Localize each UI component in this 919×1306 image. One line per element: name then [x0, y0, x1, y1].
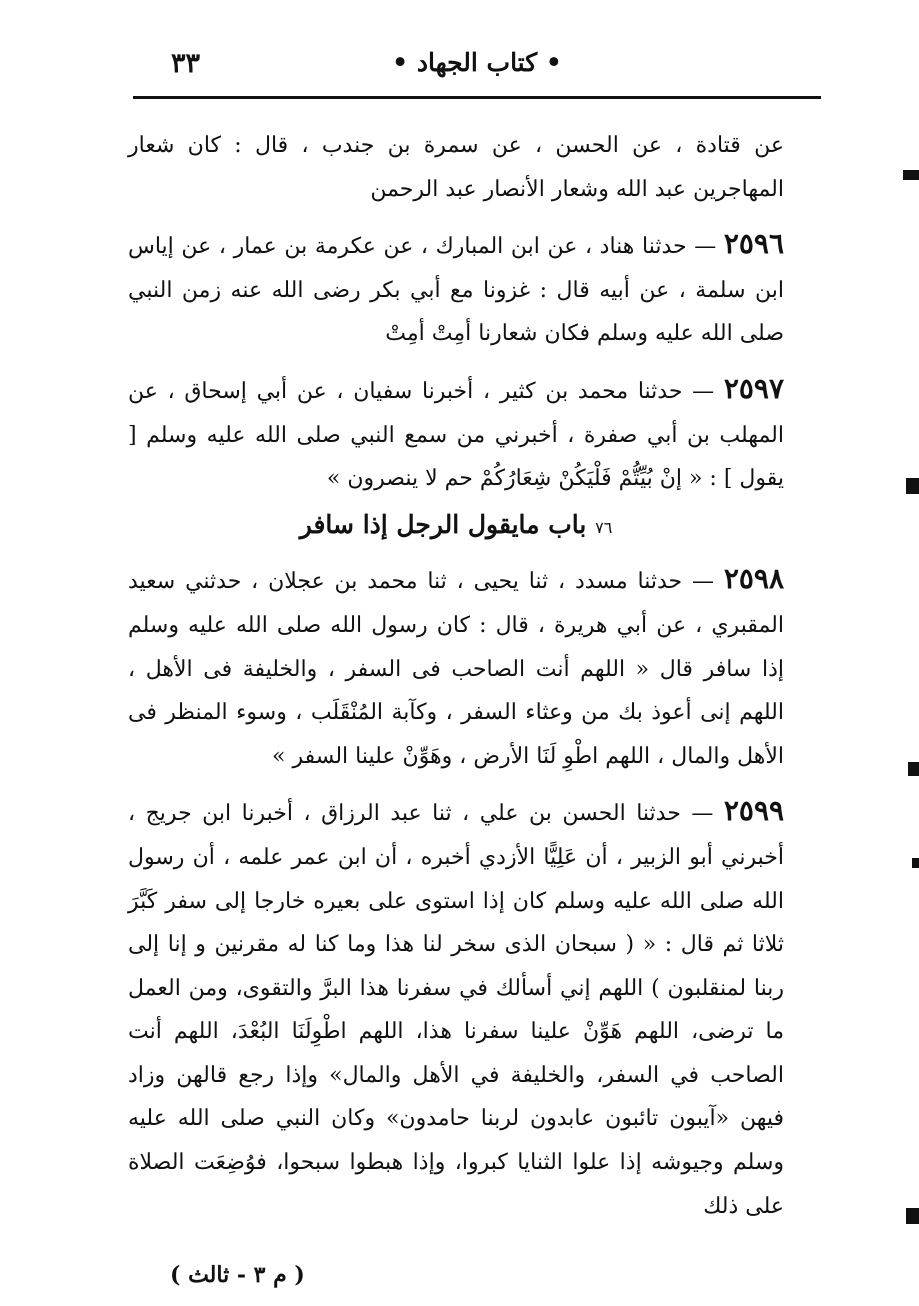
scan-edge-mark	[906, 1208, 919, 1224]
hadith-2596	[128, 222, 784, 356]
hadith-number: ٢٥٩٧	[723, 371, 784, 405]
hadith-2599	[128, 789, 784, 1228]
paragraph-continuation	[128, 124, 784, 211]
scan-edge-mark	[912, 858, 919, 868]
chapter-title: باب مايقول الرجل إذا سافر	[299, 509, 587, 539]
hadith-2598	[128, 557, 784, 778]
hadith-text: — حدثنا مسدد ، ثنا يحيى ، ثنا محمد بن عجلان ، حدثني سعيد المقبري ، عن أبي هريرة ، قال : كان رسول الله صلى الله عليه وسلم إذا سافر قال « اللهم أنت الصاحب فى السفر ، والخليفة فى الأهل ، اللهم إنى أعوذ بك من وعثاء السفر ، وكآبة المُنْقَلَب ، وسوء المنظر فى الأهل والمال ، اللهم اطْوِ لَنَا الأرض ، وهَوِّنْ علينا السفر »	[128, 569, 784, 769]
chapter-heading	[128, 503, 784, 550]
page-header	[133, 48, 821, 94]
scan-edge-mark	[908, 762, 919, 776]
hadith-text: — حدثنا محمد بن كثير ، أخبرنا سفيان ، عن أبي إسحاق ، عن المهلب بن أبي صفرة ، أخبرني من سمع النبي صلى الله عليه وسلم [ يقول ] : « إنْ بُيِّتُّمْ فَلْيَكُنْ شِعَارُكُمْ حم لا ينصرون »	[128, 378, 784, 492]
header-rule	[133, 96, 821, 99]
hadith-2597	[128, 367, 784, 501]
signature-mark: ( م ٣ - ثالث )	[170, 1262, 305, 1288]
hadith-text: — حدثنا الحسن بن علي ، ثنا عبد الرزاق ، أخبرنا ابن جريج ، أخبرني أبو الزبير ، أن عَلِيًّا الأزدي أخبره ، أن ابن عمر علمه ، أن رسول الله صلى الله عليه وسلم كان إذا استوى على بعيره خارجا إلى سفر كَبَّرَ ثلاثا ثم قال : « ( سبحان الذى سخر لنا هذا وما كنا له مقرنين و إنا إلى ربنا لمنقلبون ) اللهم إني أسألك في سفرنا هذا البرَّ والتقوى، ومن العمل ما ترضى، اللهم هَوِّنْ علينا سفرنا هذا، اللهم اطْوِلَنَا البُعْدَ، اللهم أنت الصاحب في السفر، والخليفة في الأهل والمال» وإذا رجع قالهن وزاد فيهن «آيبون تائبون عابدون لربنا حامدون» وكان النبي صلى الله عليه وسلم وجيوشه إذا علوا الثنايا كبروا، وإذا هبطوا سبحوا، فوُضِعَت الصلاة على ذلك	[128, 801, 784, 1219]
page-number: ٣٣	[171, 48, 201, 79]
paragraph-text: عن قتادة ، عن الحسن ، عن سمرة بن جندب ، قال : كان شعار المهاجرين عبد الله وشعار الأنصار عبد الرحمن	[128, 133, 784, 202]
scan-edge-mark	[906, 478, 919, 494]
hadith-number: ٢٥٩٦	[723, 227, 784, 261]
hadith-number: ٢٥٩٩	[723, 794, 785, 828]
scan-edge-mark	[903, 170, 919, 180]
hadith-text: — حدثنا هناد ، عن ابن المبارك ، عن عكرمة بن عمار ، عن إياس ابن سلمة ، عن أبيه قال : غزونا مع أبي بكر رضى الله عنه زمن النبي صلى الله عليه وسلم فكان شعارنا أمِتْ أمِتْ	[128, 234, 784, 347]
chapter-number: ٧٦	[595, 517, 613, 537]
hadith-number: ٢٥٩٨	[723, 562, 784, 596]
page-body	[128, 124, 784, 1228]
running-title: • كتاب الجهاد •	[392, 48, 562, 77]
